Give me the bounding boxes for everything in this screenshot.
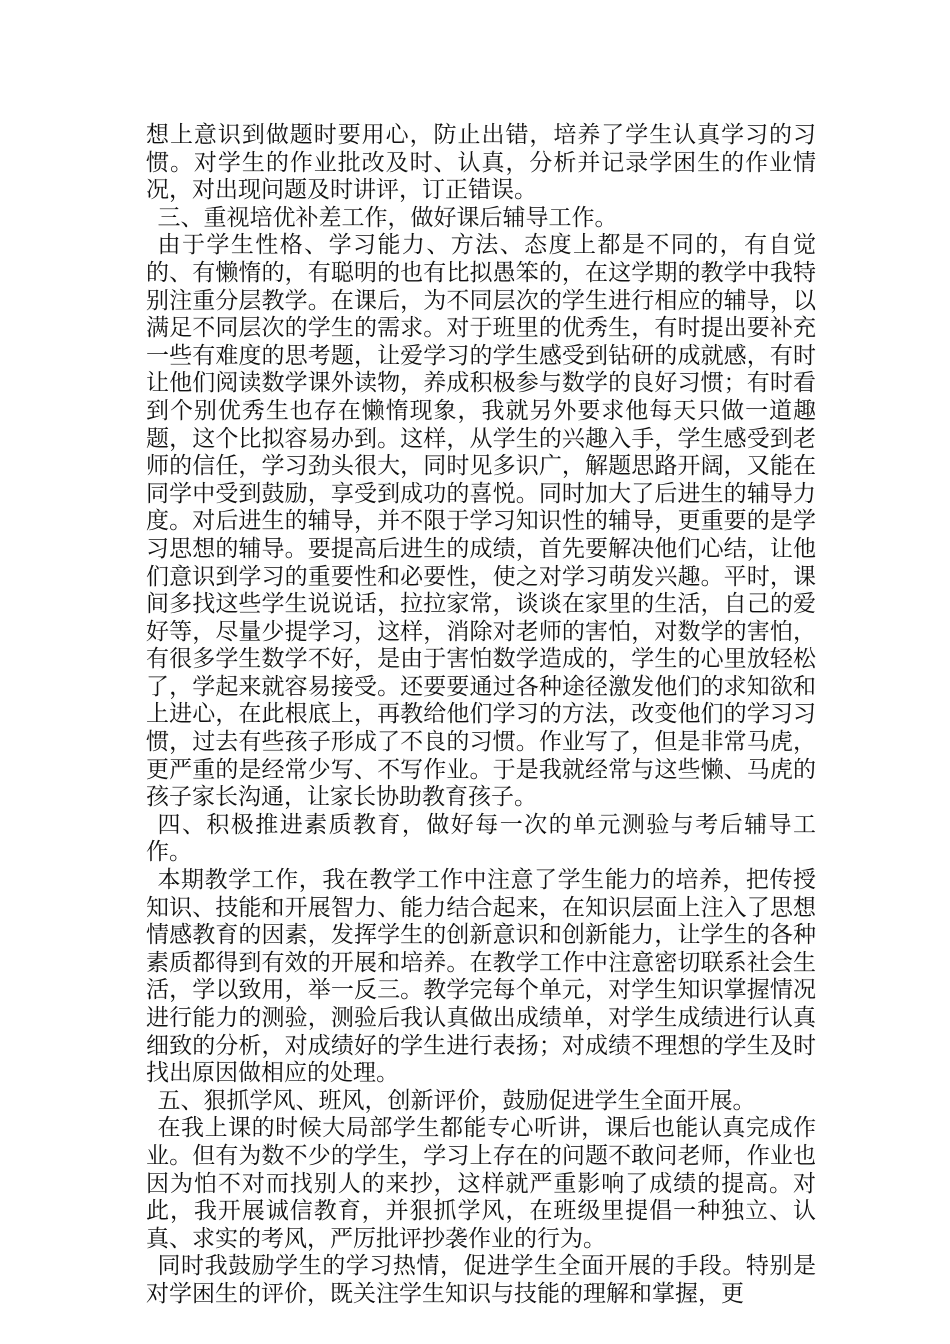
document-body bbox=[146, 122, 816, 1309]
paragraph-encouragement: 同时我鼓励学生的学习热情，促进学生全面开展的手段。特别是对学困生的评价，既关注学生知识与技能的理解和掌握，更 bbox=[146, 1253, 816, 1307]
paragraph-continuation: 想上意识到做题时要用心，防止出错，培养了学生认真学习的习惯。对学生的作业批改及时、认真，分析并记录学困生的作业情况，对出现问题及时讲评，订正错误。 bbox=[146, 122, 816, 204]
section-heading-four: 四、积极推进素质教育，做好每一次的单元测验与考后辅导工作。 bbox=[146, 811, 816, 866]
paragraph-study-style: 在我上课的时候大局部学生都能专心听讲，课后也能认真完成作业。但有为数不少的学生，学习上存在的问题不敢问老师，作业也因为怕不对而找别人的来抄，这样就严重影响了成绩的提高。对此，我开展诚信教育，并狠抓学风，在班级里提倡一种独立、认真、求实的考风，严厉批评抄袭作业的行为。 bbox=[146, 1115, 816, 1252]
section-heading-five: 五、狠抓学风、班风，创新评价，鼓励促进学生全面开展。 bbox=[157, 1087, 756, 1114]
paragraph-quality-education: 本期教学工作，我在教学工作中注意了学生能力的培养，把传授知识、技能和开展智力、能力结合起来，在知识层面上注入了思想情感教育的因素，发挥学生的创新意识和创新能力，让学生的各种素质都得到有效的开展和培养。在教学工作中注意密切联系社会生活，学以致用，举一反三。教学完每个单元，对学生知识掌握情况进行能力的测验，测验后我认真做出成绩单，对学生成绩进行认真细致的分析，对成绩好的学生进行表扬；对成绩不理想的学生及时找出原因做相应的处理。 bbox=[146, 867, 816, 1087]
section-heading-three: 三、重视培优补差工作，做好课后辅导工作。 bbox=[157, 204, 618, 231]
paragraph-tutoring: 由于学生性格、学习能力、方法、态度上都是不同的，有自觉的、有懒惰的，有聪明的也有比拟愚笨的，在这学期的教学中我特别注重分层教学。在课后，为不同层次的学生进行相应的辅导，以满足不同层次的学生的需求。对于班里的优秀生，有时提出要补充一些有难度的思考题，让爱学习的学生感受到钻研的成就感，有时让他们阅读数学课外读物，养成积极参与数学的良好习惯；有时看到个别优秀生也存在懒惰现象，我就另外要求他每天只做一道趣题，这个比拟容易办到。这样，从学生的兴趣入手，学生感受到老师的信任，学习劲头很大，同时见多识广，解题思路开阔，又能在同学中受到鼓励，享受到成功的喜悦。同时加大了后进生的辅导力度。对后进生的辅导，并不限于学习知识性的辅导，更重要的是学习思想的辅导。要提高后进生的成绩，首先要解决他们心结，让他们意识到学习的重要性和必要性，使之对学习萌发兴趣。平时，课间多找这些学生说说话，拉拉家常，谈谈在家里的生活，自己的爱好等，尽量少提学习，这样，消除对老师的害怕，对数学的害怕，有很多学生数学不好，是由于害怕数学造成的，学生的心里放轻松了，学起来就容易接受。还要要通过各种途径激发他们的求知欲和上进心，在此根底上，再教给他们学习的方法，改变他们的学习习惯，过去有些孩子形成了不良的习惯。作业写了，但是非常马虎，更严重的是经常少写、不写作业。于是我就经常与这些懒、马虎的孩子家长沟通，让家长协助教育孩子。 bbox=[146, 232, 816, 811]
